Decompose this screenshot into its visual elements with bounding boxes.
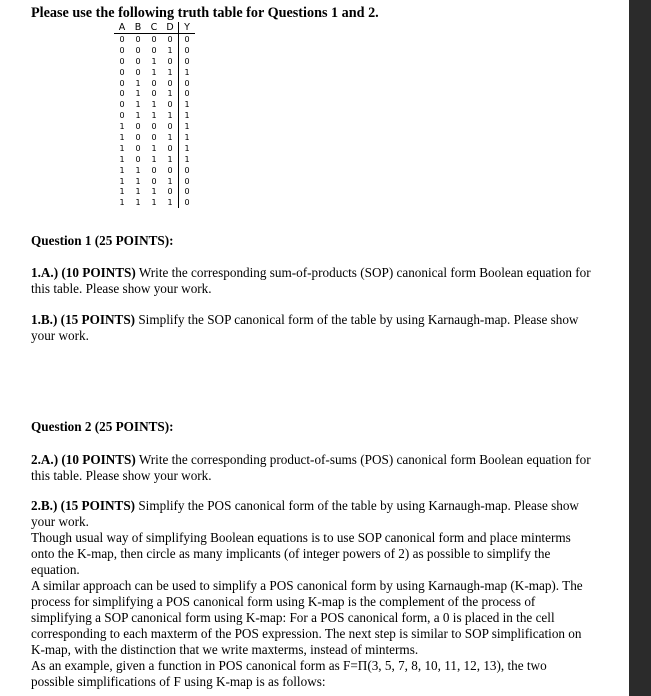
q1a-text: Write the corresponding sum-of-products (SOP) canonical form Boolean equation for this table. Please show your work. [31, 265, 591, 296]
truth-table-cell-a: 0 [119, 111, 125, 121]
truth-table-cell-y: 0 [179, 197, 196, 208]
truth-table-cell-d: 1 [167, 132, 173, 142]
truth-table-cell-c: 0 [151, 34, 157, 44]
truth-table-cell-c: 0 [151, 89, 157, 99]
q2b-text: Simplify the POS canonical form of the table by using Karnaugh-map. Please show your work. [31, 498, 579, 529]
truth-table-row [114, 121, 195, 132]
q2b-label: 2.B.) (15 POINTS) [31, 498, 136, 513]
truth-table-cell-c: 1 [151, 187, 157, 197]
truth-table-cell-c: 1 [151, 56, 157, 66]
truth-table-cell-c: 1 [151, 100, 157, 110]
truth-table-row [114, 197, 195, 208]
truth-table-cell-y: 1 [179, 121, 196, 132]
truth-table-cell-a: 1 [119, 187, 125, 197]
truth-table-row [114, 165, 195, 176]
truth-table-body [114, 34, 195, 209]
truth-table-cell-c: 0 [151, 78, 157, 88]
truth-table-row [114, 56, 195, 67]
truth-table-row [114, 176, 195, 187]
truth-table-cell-b: 1 [135, 78, 141, 88]
truth-table-cell-a: 0 [119, 34, 125, 44]
truth-table-cell-c: 0 [151, 176, 157, 186]
truth-table [114, 22, 195, 208]
truth-table-cell-d: 0 [167, 78, 173, 88]
truth-table-cell-y: 0 [179, 34, 196, 45]
truth-table-cell-b: 0 [135, 67, 141, 77]
truth-table-cell-a: 1 [119, 176, 125, 186]
q1b [31, 312, 591, 344]
truth-table-row [114, 88, 195, 99]
truth-table-cell-y: 1 [179, 99, 196, 110]
truth-table-cell-c: 1 [151, 154, 157, 164]
truth-table-row [114, 143, 195, 154]
question-2 [31, 419, 591, 435]
header-d: D [162, 22, 179, 34]
q2a [31, 452, 591, 484]
truth-table-cell-d: 0 [167, 143, 173, 153]
header-y: Y [179, 22, 196, 34]
truth-table-cell-y: 0 [179, 45, 196, 56]
truth-table-cell-y: 0 [179, 165, 196, 176]
truth-table-row [114, 34, 195, 45]
truth-table-cell-b: 0 [135, 56, 141, 66]
truth-table-cell-y: 0 [179, 78, 196, 89]
truth-table-cell-a: 1 [119, 143, 125, 153]
page-heading: Please use the following truth table for Questions 1 and 2. [31, 5, 379, 21]
truth-table-cell-b: 1 [135, 111, 141, 121]
truth-table-cell-b: 0 [135, 154, 141, 164]
truth-table-cell-c: 1 [151, 143, 157, 153]
truth-table-cell-a: 0 [119, 100, 125, 110]
truth-table-cell-y: 0 [179, 186, 196, 197]
truth-table-cell-a: 0 [119, 45, 125, 55]
truth-table-row [114, 132, 195, 143]
header-a: A [114, 22, 130, 34]
truth-table-cell-y: 1 [179, 143, 196, 154]
q1b-text: Simplify the SOP canonical form of the table by using Karnaugh-map. Please show your work. [31, 312, 579, 343]
truth-table-cell-a: 1 [119, 198, 125, 208]
truth-table-cell-b: 0 [135, 122, 141, 132]
truth-table-cell-y: 0 [179, 176, 196, 187]
truth-table-cell-b: 0 [135, 143, 141, 153]
truth-table-cell-d: 0 [167, 34, 173, 44]
truth-table-row [114, 110, 195, 121]
truth-table-cell-c: 0 [151, 132, 157, 142]
truth-table-row [114, 78, 195, 89]
truth-table-row [114, 99, 195, 110]
truth-table-cell-d: 0 [167, 187, 173, 197]
truth-table-cell-a: 0 [119, 67, 125, 77]
truth-table-row [114, 45, 195, 56]
truth-table-cell-d: 1 [167, 45, 173, 55]
truth-table-cell-b: 1 [135, 198, 141, 208]
truth-table-cell-a: 1 [119, 122, 125, 132]
truth-table-cell-b: 1 [135, 176, 141, 186]
truth-table-cell-a: 1 [119, 154, 125, 164]
truth-table-cell-c: 1 [151, 111, 157, 121]
q1a-label: 1.A.) (10 POINTS) [31, 265, 136, 280]
truth-table-cell-d: 1 [167, 176, 173, 186]
truth-table-cell-d: 1 [167, 154, 173, 164]
truth-table-cell-c: 1 [151, 198, 157, 208]
q1b-label: 1.B.) (15 POINTS) [31, 312, 136, 327]
truth-table-cell-a: 0 [119, 89, 125, 99]
truth-table-cell-d: 0 [167, 56, 173, 66]
truth-table-cell-c: 0 [151, 165, 157, 175]
q1a [31, 265, 591, 297]
truth-table-cell-b: 1 [135, 187, 141, 197]
question-1 [31, 233, 591, 249]
header-c: C [146, 22, 162, 34]
truth-table-cell-b: 1 [135, 89, 141, 99]
truth-table-cell-y: 1 [179, 154, 196, 165]
truth-table-cell-y: 1 [179, 132, 196, 143]
truth-table-cell-a: 1 [119, 165, 125, 175]
truth-table-cell-c: 0 [151, 45, 157, 55]
truth-table-cell-y: 1 [179, 67, 196, 78]
truth-table-cell-b: 0 [135, 132, 141, 142]
truth-table-cell-a: 0 [119, 56, 125, 66]
q2-paragraph-3: As an example, given a function in POS canonical form as F=Π(3, 5, 7, 8, 10, 11, 12, 13), the two possible simplifications of F using K-map is as follows: [31, 658, 547, 689]
truth-table-cell-b: 1 [135, 165, 141, 175]
truth-table-cell-a: 1 [119, 132, 125, 142]
q2b [31, 498, 591, 690]
q1-title: Question 1 (25 POINTS): [31, 233, 174, 248]
q2a-label: 2.A.) (10 POINTS) [31, 452, 136, 467]
truth-table-cell-d: 0 [167, 165, 173, 175]
truth-table-cell-a: 0 [119, 78, 125, 88]
q2-paragraph-1: Though usual way of simplifying Boolean equations is to use SOP canonical form and place minterms onto the K-map, then circle as many implicants (of integer powers of 2) as possible to simplify the equation. [31, 530, 571, 577]
header-b: B [130, 22, 146, 34]
truth-table-cell-y: 0 [179, 56, 196, 67]
q2a-text: Write the corresponding product-of-sums (POS) canonical form Boolean equation for this table. Please show your work. [31, 452, 591, 483]
truth-table-cell-d: 0 [167, 100, 173, 110]
viewer-side-bar [629, 0, 651, 696]
q2-title: Question 2 (25 POINTS): [31, 419, 174, 434]
truth-table-row [114, 186, 195, 197]
truth-table-cell-d: 1 [167, 198, 173, 208]
truth-table-cell-y: 1 [179, 110, 196, 121]
truth-table-cell-b: 1 [135, 100, 141, 110]
truth-table-cell-d: 1 [167, 89, 173, 99]
truth-table-cell-y: 0 [179, 88, 196, 99]
truth-table-cell-b: 0 [135, 34, 141, 44]
truth-table-cell-c: 1 [151, 67, 157, 77]
truth-table-row [114, 154, 195, 165]
truth-table-cell-d: 1 [167, 111, 173, 121]
truth-table-cell-c: 0 [151, 122, 157, 132]
truth-table-row [114, 67, 195, 78]
truth-table-header-row [114, 22, 195, 34]
truth-table-cell-d: 0 [167, 122, 173, 132]
q2-paragraph-2: A similar approach can be used to simplify a POS canonical form by using Karnaugh-map (K-map). The process for simplifying a POS canonical form using K-map is the complement of the process of simplifying a SOP canonical form using K-map: For a POS canonical form, a 0 is placed in the cell corresponding to each maxterm of the POS expression. The next step is similar to SOP simplification on K-map, with the distinction that we write maxterms, instead of minterms. [31, 578, 583, 657]
truth-table-cell-d: 1 [167, 67, 173, 77]
truth-table-cell-b: 0 [135, 45, 141, 55]
